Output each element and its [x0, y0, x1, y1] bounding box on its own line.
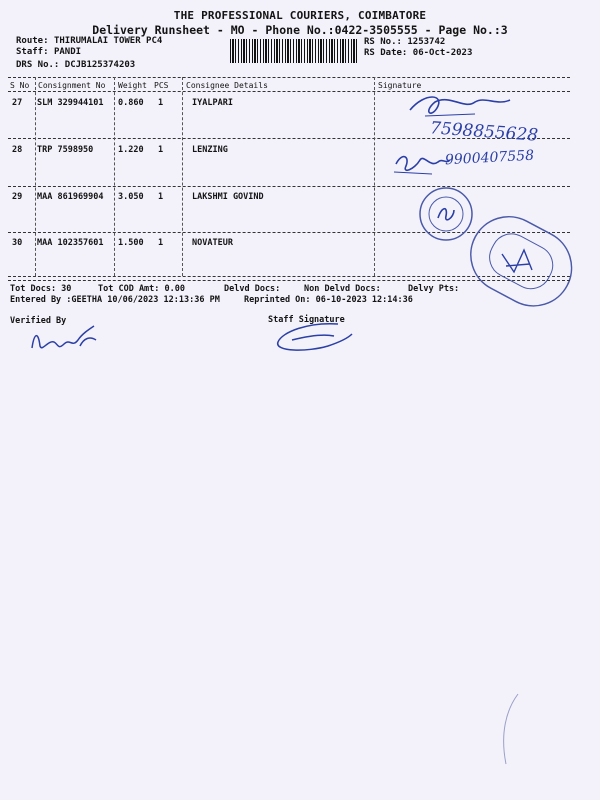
handwritten-phone-28: 9900407558 — [444, 147, 535, 169]
delivery-points: Delvy Pts: — [408, 284, 460, 294]
staff-signature-mark — [268, 318, 358, 358]
ink-stroke-mark — [496, 690, 526, 770]
runsheet-title: Delivery Runsheet - MO - Phone No.:0422-3505555 - Page No.:3 — [92, 23, 508, 37]
staff-line — [16, 47, 81, 57]
route-line — [16, 36, 162, 46]
row-weight: 1.500 — [118, 238, 144, 248]
signature-row27 — [405, 88, 515, 128]
footer-rule — [8, 280, 570, 281]
total-docs: Tot Docs: 30 — [10, 284, 72, 294]
non-delivered-docs: Non Delvd Docs: — [304, 284, 381, 294]
route-label: Route: — [16, 36, 49, 46]
row-pcs: 1 — [158, 98, 164, 108]
handwritten-phone-27: 7598855628 — [429, 118, 539, 146]
company-name: THE PROFESSIONAL COURIERS, COIMBATORE — [173, 9, 427, 22]
row-sno: 27 — [12, 98, 23, 108]
staff-label: Staff: — [16, 47, 49, 57]
col-header-sno: S No — [10, 81, 30, 90]
entered-by: Entered By :GEETHA 10/06/2023 12:13:36 PM — [10, 295, 220, 305]
row-consignee: LAKSHMI GOVIND — [192, 192, 264, 202]
row-consignee: IYALPARI — [192, 98, 233, 108]
drs-line — [16, 60, 135, 70]
barcode — [230, 39, 358, 63]
col-header-consignee: Consignee Details — [186, 81, 268, 90]
rs-no-label: RS No.: — [364, 37, 402, 47]
reprinted-on: Reprinted On: 06-10-2023 12:14:36 — [244, 295, 413, 305]
verifier-signature — [28, 318, 108, 358]
row-pcs: 1 — [158, 145, 164, 155]
staff-signature-label: Staff Signature — [268, 315, 345, 325]
col-header-pcs: PCS — [154, 81, 169, 90]
staff-value: PANDI — [53, 47, 82, 57]
row-sno: 30 — [12, 238, 23, 248]
verified-by-label: Verified By — [10, 316, 67, 326]
rs-no-line — [364, 37, 445, 47]
drs-value: DCJB125374203 — [64, 60, 136, 70]
column-divider — [374, 77, 375, 276]
col-header-signature: Signature — [378, 81, 422, 90]
company-seal — [462, 214, 582, 314]
row-weight: 3.050 — [118, 192, 144, 202]
row-weight: 1.220 — [118, 145, 144, 155]
row-weight: 0.860 — [118, 98, 144, 108]
row-sno: 28 — [12, 145, 23, 155]
rs-no-value: 1253742 — [407, 37, 446, 47]
route-value: THIRUMALAI TOWER PC4 — [53, 36, 163, 46]
column-divider — [114, 77, 115, 276]
rs-date-label: RS Date: — [364, 48, 408, 58]
row-divider — [8, 186, 570, 187]
column-divider — [35, 77, 36, 276]
col-header-weight: Weight — [118, 81, 147, 90]
row-pcs: 1 — [158, 238, 164, 248]
row-consignment: MAA 102357601 — [37, 238, 104, 248]
delivered-docs: Delvd Docs: — [224, 284, 281, 294]
col-header-consignment: Consignment No — [38, 81, 106, 90]
total-cod-amount: Tot COD Amt: 0.00 — [98, 284, 185, 294]
row-pcs: 1 — [158, 192, 164, 202]
row-consignee: LENZING — [192, 145, 228, 155]
row-consignment: TRP 7598950 — [37, 145, 94, 155]
row-sno: 29 — [12, 192, 23, 202]
column-divider — [182, 77, 183, 276]
rs-date-value: 06-Oct-2023 — [412, 48, 473, 58]
row-consignment: SLM 329944101 — [37, 98, 104, 108]
signature-row28 — [392, 148, 452, 178]
table-top-rule — [8, 77, 570, 78]
row-consignee: NOVATEUR — [192, 238, 233, 248]
drs-label: DRS No.: — [16, 60, 60, 70]
rs-date-line — [364, 48, 472, 58]
row-consignment: MAA 861969904 — [37, 192, 104, 202]
